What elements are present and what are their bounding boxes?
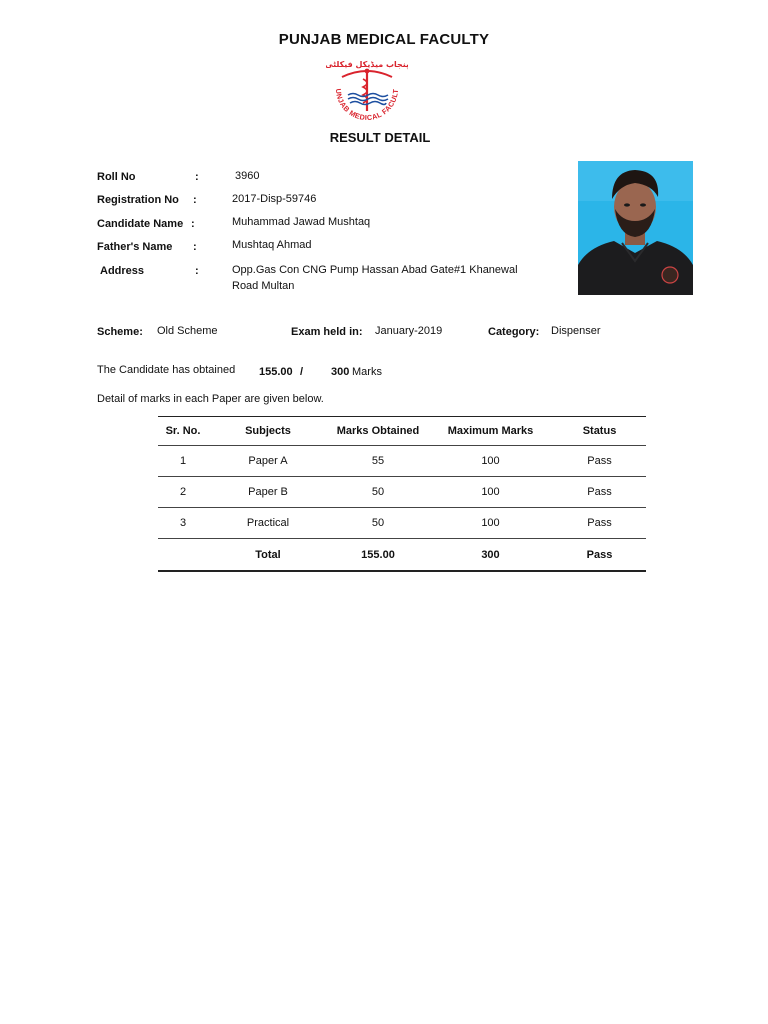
- org-title: PUNJAB MEDICAL FACULTY: [278, 31, 490, 48]
- row-marks-obtained: 55: [328, 446, 428, 477]
- marks-word: Marks: [352, 366, 382, 378]
- row-subject: Paper B: [208, 477, 328, 508]
- roll-no-value: 3960: [235, 170, 260, 182]
- logo-arc-text: UNJAB MEDICAL FACULT: [333, 88, 401, 123]
- faculty-logo: [326, 55, 408, 131]
- table-row: [158, 477, 646, 508]
- obtained-text: The Candidate has obtained: [97, 364, 236, 376]
- category-value: Dispenser: [551, 325, 601, 337]
- row-maximum-marks: 100: [428, 477, 553, 508]
- father-name-colon: :: [193, 241, 197, 253]
- total-row-blank: [158, 539, 208, 572]
- row-marks-obtained: 50: [328, 508, 428, 539]
- candidate-name-label: Candidate Name: [97, 218, 184, 230]
- exam-held-value: January-2019: [375, 325, 443, 337]
- row-status: Pass: [553, 508, 646, 539]
- father-name-value: Mushtaq Ahmad: [232, 239, 312, 251]
- candidate-photo-image: [578, 161, 693, 295]
- row-subject: Paper A: [208, 446, 328, 477]
- address-line-2: Road Multan: [232, 280, 295, 292]
- table-row: [158, 446, 646, 477]
- total-marks-obtained: 155.00: [328, 539, 428, 572]
- total-label: Total: [208, 539, 328, 572]
- address-label: Address: [100, 265, 145, 277]
- row-sr-no: 2: [158, 477, 208, 508]
- row-status: Pass: [553, 477, 646, 508]
- row-maximum-marks: 100: [428, 446, 553, 477]
- exam-held-label: Exam held in:: [291, 326, 363, 338]
- total-maximum-marks: 300: [428, 539, 553, 572]
- father-name-label: Father's Name: [97, 241, 173, 253]
- candidate-photo: [578, 161, 693, 295]
- marks-slash: /: [300, 366, 304, 378]
- registration-no-value: 2017-Disp-59746: [232, 193, 317, 205]
- category-label: Category:: [488, 326, 540, 338]
- row-status: Pass: [553, 446, 646, 477]
- roll-no-label: Roll No: [97, 171, 136, 183]
- header-maximum-marks: Maximum Marks: [428, 417, 553, 446]
- header-marks-obtained: Marks Obtained: [328, 417, 428, 446]
- total-status: Pass: [553, 539, 646, 572]
- logo-urdu-text: پنجاب میڈیکل فیکلٹی: [326, 60, 408, 69]
- row-maximum-marks: 100: [428, 508, 553, 539]
- scheme-value: Old Scheme: [157, 325, 218, 337]
- total-marks: 300: [331, 366, 350, 378]
- table-total-row: [158, 539, 646, 572]
- header-subjects: Subjects: [208, 417, 328, 446]
- scheme-label: Scheme:: [97, 326, 143, 338]
- marks-table-header: [158, 417, 646, 446]
- header-sr-no: Sr. No.: [158, 417, 208, 446]
- registration-no-colon: :: [193, 194, 197, 206]
- row-sr-no: 3: [158, 508, 208, 539]
- row-marks-obtained: 50: [328, 477, 428, 508]
- detail-text: Detail of marks in each Paper are given below.: [97, 393, 324, 405]
- candidate-name-colon: :: [191, 218, 195, 230]
- row-sr-no: 1: [158, 446, 208, 477]
- obtained-marks: 155.00: [259, 366, 293, 378]
- address-line-1: Opp.Gas Con CNG Pump Hassan Abad Gate#1 Khanewal: [232, 264, 518, 276]
- marks-table: [158, 416, 646, 572]
- roll-no-colon: :: [195, 171, 199, 183]
- page-title: RESULT DETAIL: [329, 130, 431, 145]
- candidate-name-value: Muhammad Jawad Mushtaq: [232, 216, 371, 228]
- faculty-logo-emblem: [326, 55, 408, 131]
- table-row: [158, 508, 646, 539]
- registration-no-label: Registration No: [97, 194, 179, 206]
- row-subject: Practical: [208, 508, 328, 539]
- address-colon: :: [195, 265, 199, 277]
- header-status: Status: [553, 417, 646, 446]
